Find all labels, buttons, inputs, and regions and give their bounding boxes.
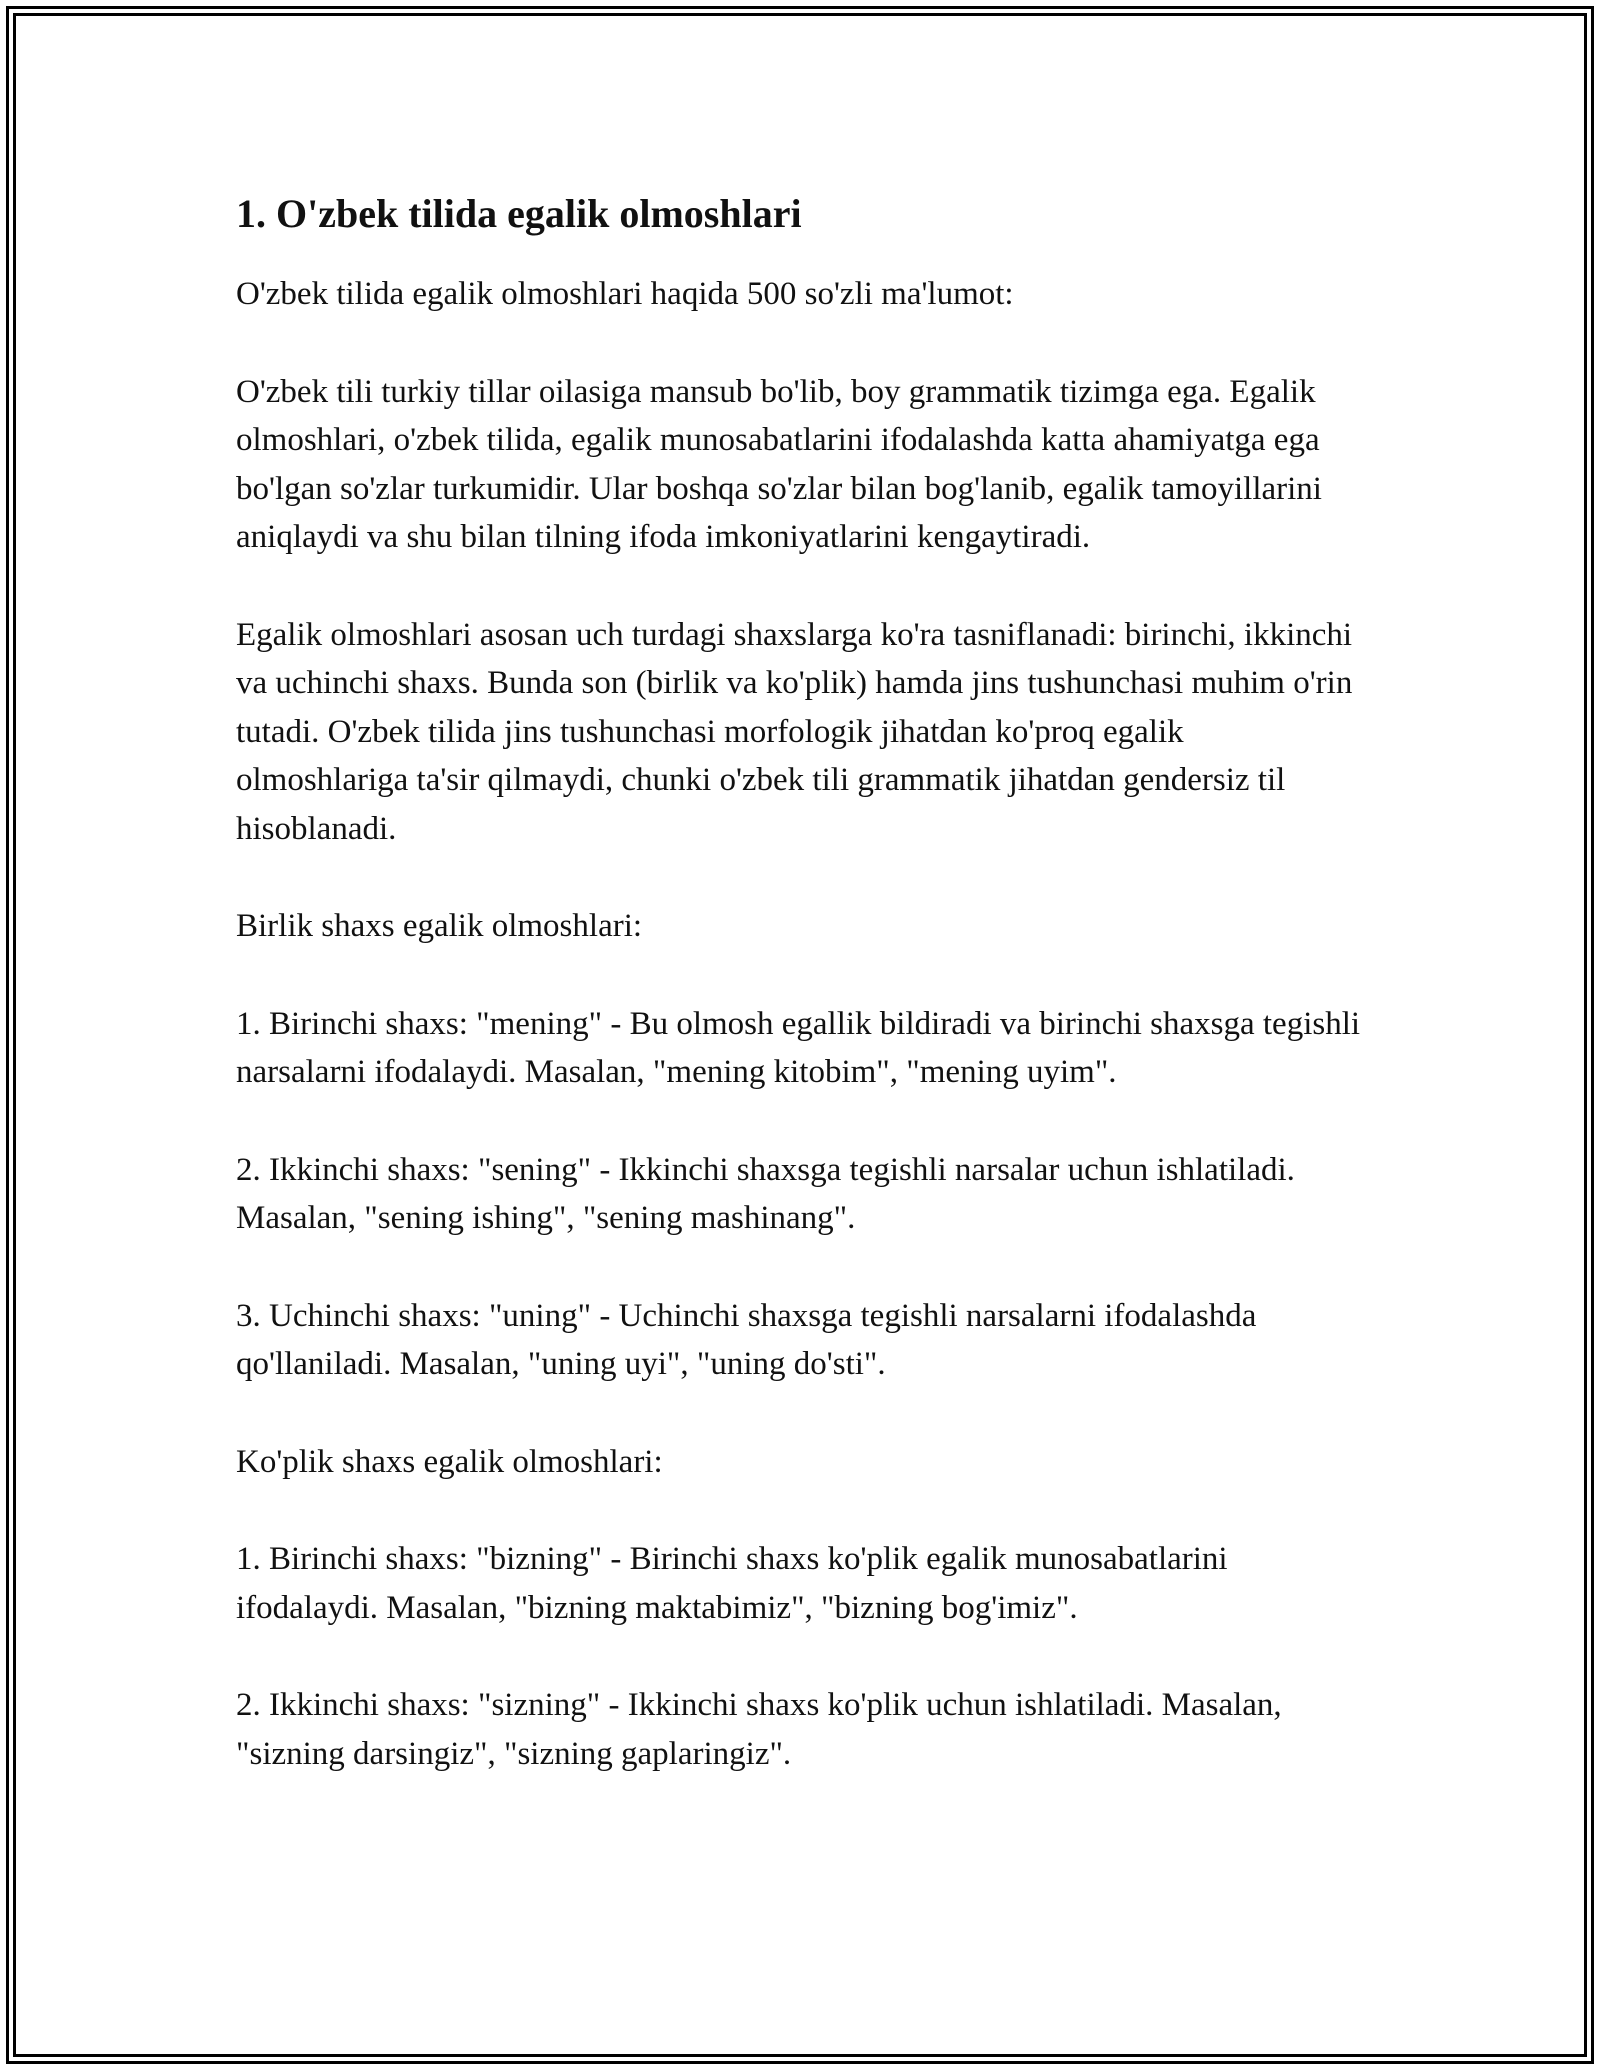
singular-first-person: 1. Birinchi shaxs: "mening" - Bu olmosh egallik bildiradi va birinchi shaxsga tegishli narsalarni ifodalaydi. Masalan, "mening kitobim", "mening uyim". [236,1005,1361,1090]
plural-first-person: 1. Birinchi shaxs: "bizning" - Birinchi shaxs ko'plik egalik munosabatlarini ifodalaydi. Masalan, "bizning maktabimiz", "bizning bog'imiz". [236,1541,1228,1626]
document-page [236,188,1364,1827]
singular-heading: Birlik shaxs egalik olmoshlari: [236,908,643,944]
singular-second-person: 2. Ikkinchi shaxs: "sening" - Ikkinchi shaxsga tegishli narsalar uchun ishlatiladi. Masalan, "sening ishing", "sening mashinang". [236,1151,1295,1236]
overview-paragraph: O'zbek tili turkiy tillar oilasiga mansub bo'lib, boy grammatik tizimga ega. Egalik olmoshlari, o'zbek tilida, egalik munosabatlarini ifodalashda katta ahamiyatga ega bo'lgan so'zlar turkumidir. Ular boshqa so'zlar bilan bog'lanib, egalik tamoyillarini aniqlaydi va shu bilan tilning ifoda imkoniyatlarini kengaytiradi. [236,373,1322,555]
plural-second-person: 2. Ikkinchi shaxs: "sizning" - Ikkinchi shaxs ko'plik uchun ishlatiladi. Masalan, "sizning darsingiz", "sizning gaplaringiz". [236,1687,1282,1772]
plural-heading: Ko'plik shaxs egalik olmoshlari: [236,1443,663,1480]
classification-paragraph: Egalik olmoshlari asosan uch turdagi shaxslarga ko'ra tasniflanadi: birinchi, ikkinchi va uchinchi shaxs. Bunda son (birlik va ko'plik) hamda jins tushunchasi muhim o'rin tutadi. O'zbek tilida jins tushunchasi morfologik jihatdan ko'proq egalik olmoshlariga ta'sir qilmaydi, chunki o'zbek tili grammatik jihatdan gendersiz til hisoblanadi. [236,616,1353,847]
document-title: 1. O'zbek tilida egalik olmoshlari [236,191,802,236]
intro-paragraph: O'zbek tilida egalik olmoshlari haqida 500 so'zli ma'lumot: [236,276,1014,312]
singular-third-person: 3. Uchinchi shaxs: "uning" - Uchinchi shaxsga tegishli narsalarni ifodalashda qo'llaniladi. Masalan, "uning uyi", "uning do'sti". [236,1297,1257,1382]
